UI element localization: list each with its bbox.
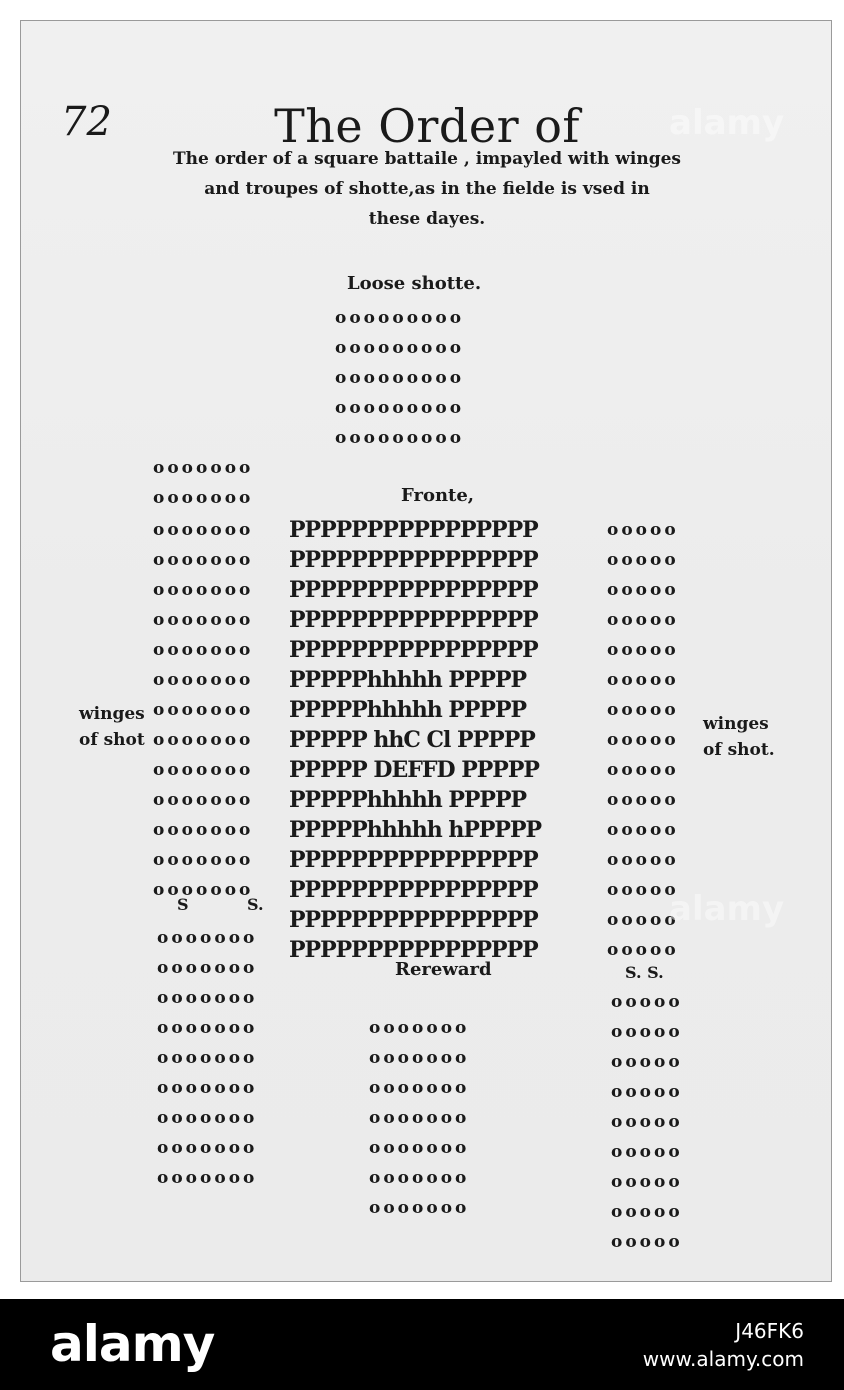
subtitle-line-2: and troupes of shotte,as in the fielde is vsed in (204, 179, 650, 199)
subtitle-line-1: The order of a square battaile , impayled with winges (172, 149, 681, 169)
book-page (20, 20, 832, 1282)
footer-bar (0, 1299, 844, 1390)
right-wing-row: ooooo (607, 910, 679, 930)
pike-row: PPPPPPPPPPPPPPPP (289, 937, 538, 963)
right-lower-row: ooooo (611, 1202, 683, 1222)
right-wing-row: ooooo (607, 520, 679, 540)
left-wing-row: ooooooo (153, 550, 254, 570)
left-wing-row: ooooooo (153, 880, 254, 900)
left-wing-row: ooooooo (153, 820, 254, 840)
pike-row: PPPPPPPPPPPPPPPP (289, 847, 538, 873)
right-wing-row: ooooo (607, 850, 679, 870)
right-wing-row: ooooo (607, 940, 679, 960)
pike-row: PPPPPhhhhh hPPPPP (289, 817, 542, 843)
s-mark-left-1: S (177, 895, 189, 914)
left-top-row: ooooooo (153, 458, 254, 478)
loose-shot-label: Loose shotte. (347, 273, 482, 294)
left-lower-row: ooooooo (157, 1018, 258, 1038)
pike-row: PPPPPPPPPPPPPPPP (289, 547, 538, 573)
winges-right-line-2: of shot. (703, 740, 775, 760)
loose-shot-row: ooooooooo (335, 428, 465, 448)
right-lower-row: ooooo (611, 1052, 683, 1072)
rereward-row: ooooooo (369, 1108, 470, 1128)
right-lower-row: ooooo (611, 1022, 683, 1042)
pike-row: PPPPPPPPPPPPPPPP (289, 907, 538, 933)
page-title: The Order of (274, 99, 580, 153)
rereward-row: ooooooo (369, 1078, 470, 1098)
right-wing-row: ooooo (607, 610, 679, 630)
pike-row: PPPPP DEFFD PPPPP (289, 757, 539, 783)
loose-shot-row: ooooooooo (335, 308, 465, 328)
brand-logo: alamy (50, 1315, 215, 1373)
right-lower-row: ooooo (611, 1142, 683, 1162)
winges-left-line-1: winges (79, 704, 145, 724)
left-lower-row: ooooooo (157, 1138, 258, 1158)
watermark-top: alamy (669, 103, 785, 143)
pike-row: PPPPPhhhhh PPPPP (289, 697, 527, 723)
page-number: 72 (61, 99, 112, 145)
winges-left-line-2: of shot (79, 730, 145, 750)
pike-row: PPPPPPPPPPPPPPPP (289, 637, 538, 663)
left-wing-row: ooooooo (153, 850, 254, 870)
pike-row: PPPPPPPPPPPPPPPP (289, 577, 538, 603)
right-wing-row: ooooo (607, 820, 679, 840)
right-wing-row: ooooo (607, 730, 679, 750)
left-wing-row: ooooooo (153, 760, 254, 780)
image-id: J46FK6 (735, 1319, 804, 1343)
right-lower-row: ooooo (611, 992, 683, 1012)
right-lower-row: ooooo (611, 1172, 683, 1192)
pike-row: PPPPP hhC Cl PPPPP (289, 727, 535, 753)
pike-row: PPPPPhhhhh PPPPP (289, 667, 527, 693)
right-wing-row: ooooo (607, 640, 679, 660)
left-wing-row: ooooooo (153, 640, 254, 660)
rereward-row: ooooooo (369, 1168, 470, 1188)
right-lower-row: ooooo (611, 1082, 683, 1102)
rereward-row: ooooooo (369, 1048, 470, 1068)
left-wing-row: ooooooo (153, 610, 254, 630)
left-lower-row: ooooooo (157, 958, 258, 978)
right-lower-row: ooooo (611, 1232, 683, 1252)
left-wing-row: ooooooo (153, 730, 254, 750)
s-mark-right: S. S. (625, 963, 664, 982)
subtitle-line-3: these dayes. (368, 209, 486, 229)
rereward-row: ooooooo (369, 1018, 470, 1038)
left-lower-row: ooooooo (157, 1078, 258, 1098)
loose-shot-row: ooooooooo (335, 338, 465, 358)
pike-row: PPPPPPPPPPPPPPPP (289, 517, 538, 543)
left-lower-row: ooooooo (157, 988, 258, 1008)
pike-row: PPPPPhhhhh PPPPP (289, 787, 527, 813)
rereward-row: ooooooo (369, 1198, 470, 1218)
s-mark-left-2: S. (247, 895, 264, 914)
loose-shot-row: ooooooooo (335, 398, 465, 418)
right-wing-row: ooooo (607, 700, 679, 720)
left-wing-row: ooooooo (153, 670, 254, 690)
pike-row: PPPPPPPPPPPPPPPP (289, 877, 538, 903)
pike-row: PPPPPPPPPPPPPPPP (289, 607, 538, 633)
winges-right-line-1: winges (703, 714, 769, 734)
left-wing-row: ooooooo (153, 520, 254, 540)
right-wing-row: ooooo (607, 670, 679, 690)
left-wing-row: ooooooo (153, 700, 254, 720)
left-lower-row: ooooooo (157, 1048, 258, 1068)
left-wing-row: ooooooo (153, 790, 254, 810)
front-label: Fronte, (401, 485, 475, 506)
loose-shot-row: ooooooooo (335, 368, 465, 388)
rereward-row: ooooooo (369, 1138, 470, 1158)
footer-info (643, 1317, 804, 1373)
right-wing-row: ooooo (607, 760, 679, 780)
right-wing-row: ooooo (607, 880, 679, 900)
left-lower-row: ooooooo (157, 928, 258, 948)
rereward-label: Rereward (395, 959, 492, 980)
left-top-row: ooooooo (153, 488, 254, 508)
right-lower-row: ooooo (611, 1112, 683, 1132)
right-wing-row: ooooo (607, 580, 679, 600)
left-wing-row: ooooooo (153, 580, 254, 600)
right-wing-row: ooooo (607, 790, 679, 810)
left-lower-row: ooooooo (157, 1168, 258, 1188)
watermark-mid: alamy (669, 889, 785, 929)
site-url: www.alamy.com (642, 1347, 804, 1371)
left-lower-row: ooooooo (157, 1108, 258, 1128)
right-wing-row: ooooo (607, 550, 679, 570)
